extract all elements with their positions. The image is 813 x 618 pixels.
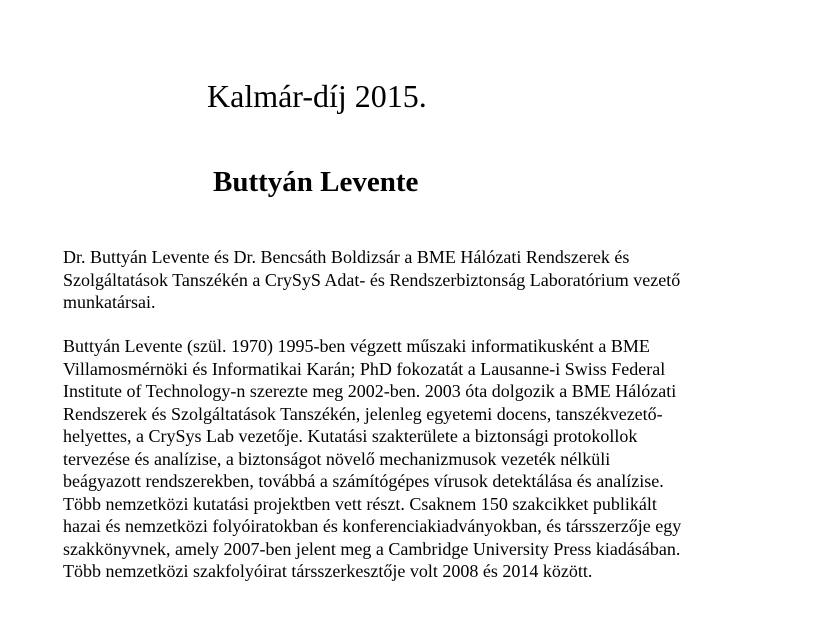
paragraph-bio xyxy=(63,335,681,583)
text-line: Dr. Buttyán Levente és Dr. Bencsáth Boldizsár a BME Hálózati Rendszerek és xyxy=(63,247,630,267)
text-line: munkatársai. xyxy=(63,292,156,312)
text-line: Institute of Technology-n szerezte meg 2002-ben. 2003 óta dolgozik a BME Hálózati xyxy=(63,381,677,401)
text-line: helyettes, a CrySys Lab vezetője. Kutatási szakterülete a biztonsági protokollok xyxy=(63,426,638,446)
text-line: Több nemzetközi kutatási projektben vett részt. Csaknem 150 szakcikket publikált xyxy=(63,493,657,514)
document-subtitle: Buttyán Levente xyxy=(213,166,419,198)
text-line: hazai és nemzetközi folyóiratokban és konferenciakiadványokban, és társszerzője egy xyxy=(63,516,682,536)
text-line: Szolgáltatások Tanszékén a CrySyS Adat- és Rendszerbiztonság Laboratórium vezető xyxy=(63,269,681,290)
text-line: Rendszerek és Szolgáltatások Tanszékén, jelenleg egyetemi docens, tanszékvezető- xyxy=(63,403,663,424)
text-line: beágyazott rendszerekben, továbbá a számítógépes vírusok detektálása és analízise. xyxy=(63,471,664,491)
document-title: Kalmár-díj 2015. xyxy=(207,78,427,114)
text-line: tervezése és analízise, a biztonságot növelő mechanizmusok vezeték nélküli xyxy=(63,448,611,469)
text-line: Buttyán Levente (szül. 1970) 1995-ben végzett műszaki informatikusként a BME xyxy=(63,336,650,356)
paragraph-intro xyxy=(63,246,680,314)
text-line: Villamosmérnöki és Informatikai Karán; PhD fokozatát a Lausanne-i Swiss Federal xyxy=(63,358,666,379)
text-line: Több nemzetközi szakfolyóirat társszerkesztője volt 2008 és 2014 között. xyxy=(63,561,593,581)
text-line: szakkönyvnek, amely 2007-ben jelent meg a Cambridge University Press kiadásában. xyxy=(63,538,681,559)
